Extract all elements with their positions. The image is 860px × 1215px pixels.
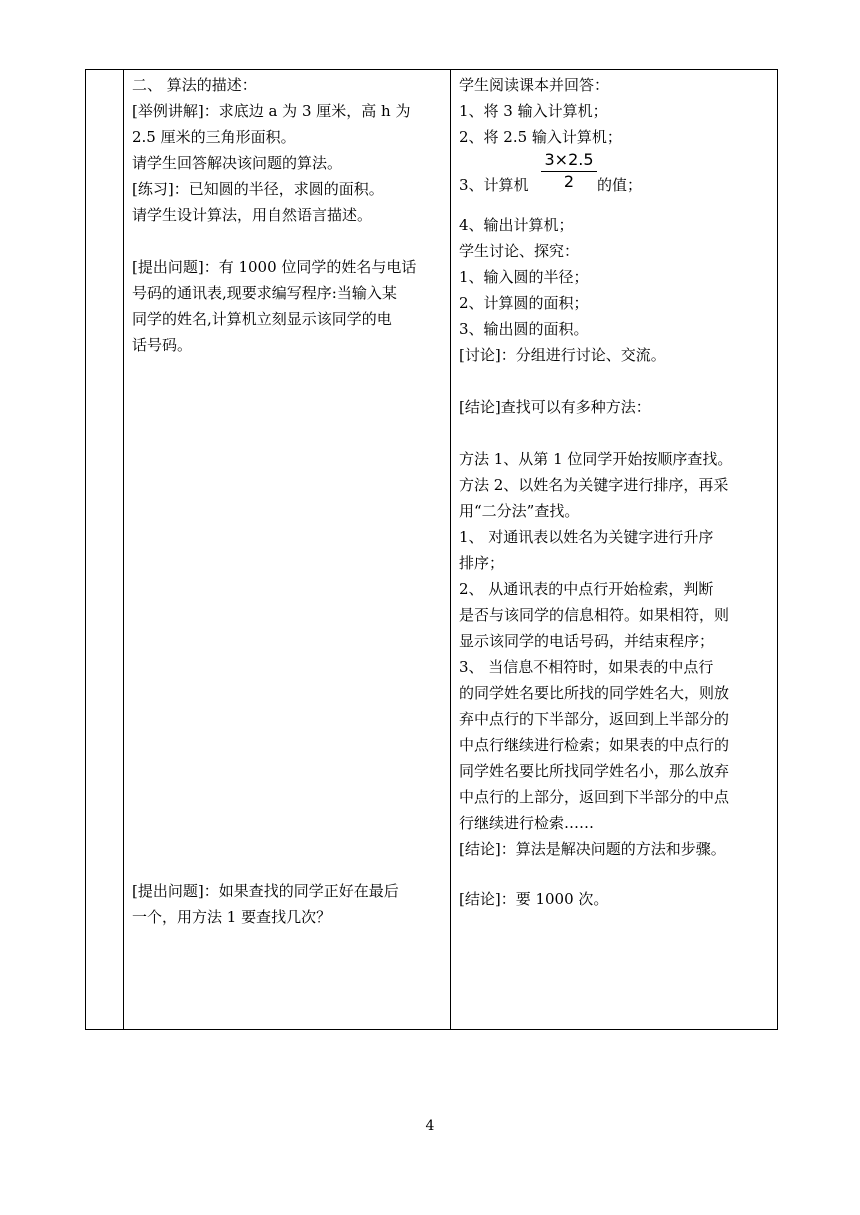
method-line: 中点行的上部分，返回到下半部分的中点 (459, 788, 730, 806)
question-line: [提出问题]：有 1000 位同学的姓名与电话 (132, 258, 417, 276)
method-line: 中点行继续进行检索；如果表的中点行的 (459, 736, 730, 754)
algorithm-step: 4、输出计算机； (459, 216, 574, 234)
method-line: 行继续进行检索…… (459, 814, 595, 832)
example-line: [举例讲解]：求底边 a 为 3 厘米，高 h 为 (132, 102, 411, 120)
page-number: 4 (425, 1118, 435, 1134)
circle-step: 2、计算圆的面积； (459, 294, 589, 312)
method-line: 方法 1、从第 1 位同学开始按顺序查找。 (459, 450, 733, 468)
discussion-text: [讨论]：分组进行讨论、交流。 (459, 346, 666, 364)
formula-step (459, 150, 771, 202)
method-line: 弃中点行的下半部分，返回到上半部分的 (459, 710, 730, 728)
conclusion-text: [结论]：要 1000 次。 (459, 890, 609, 908)
question-line: 同学的姓名,计算机立刻显示该同学的电 (132, 310, 392, 328)
conclusion-text: [结论]：算法是解决问题的方法和步骤。 (459, 840, 726, 858)
lesson-table (85, 69, 778, 1030)
section-title: 二、 算法的描述： (132, 76, 257, 94)
algorithm-step: 1、将 3 输入计算机； (459, 102, 608, 120)
conclusion-text: [结论]查找可以有多种方法： (459, 398, 651, 416)
method-line: 3、 当信息不相符时，如果表的中点行 (459, 658, 714, 676)
ask-students-text: 请学生回答解决该问题的算法。 (132, 154, 343, 172)
method-line: 用“二分法”查找。 (459, 502, 580, 520)
method-line: 是否与该同学的信息相符。如果相符，则 (459, 606, 730, 624)
blank-column (86, 70, 124, 1030)
step3-suffix: 的值； (597, 176, 643, 194)
exercise-text: [练习]：已知圆的半径，求圆的面积。 (132, 180, 384, 198)
method-line: 排序； (459, 554, 505, 572)
question-line: 一个，用方法 1 要查找几次？ (132, 908, 332, 926)
algorithm-step: 2、将 2.5 输入计算机； (459, 128, 622, 146)
question-line: 话号码。 (132, 336, 193, 354)
method-line: 方法 2、以姓名为关键字进行排序，再采 (459, 476, 729, 494)
area-formula (541, 150, 597, 192)
formula-denominator: 2 (563, 172, 575, 191)
method-line: 显示该同学的电话号码，并结束程序； (459, 632, 715, 650)
table-row (86, 70, 778, 1030)
student-activity-cell (451, 70, 778, 1030)
question-line: [提出问题]：如果查找的同学正好在最后 (132, 882, 399, 900)
method-line: 的同学姓名要比所找的同学姓名大，则放 (459, 684, 730, 702)
step3-prefix: 3、计算机 (459, 176, 529, 194)
design-prompt-text: 请学生设计算法，用自然语言描述。 (132, 206, 373, 224)
method-line: 2、 从通讯表的中点行开始检索，判断 (459, 580, 714, 598)
example-line: 2.5 厘米的三角形面积。 (132, 128, 296, 146)
discuss-intro: 学生讨论、探究： (459, 242, 580, 260)
student-intro: 学生阅读课本并回答： (459, 76, 610, 94)
method-line: 1、 对通讯表以姓名为关键字进行升序 (459, 528, 714, 546)
formula-numerator: 3×2.5 (541, 150, 597, 172)
circle-step: 1、输入圆的半径； (459, 268, 589, 286)
teacher-activity-cell (124, 70, 451, 1030)
method-line: 同学姓名要比所找同学姓名小，那么放弃 (459, 762, 730, 780)
question-line: 号码的通讯表,现要求编写程序:当输入某 (132, 284, 397, 302)
circle-step: 3、输出圆的面积。 (459, 320, 589, 338)
